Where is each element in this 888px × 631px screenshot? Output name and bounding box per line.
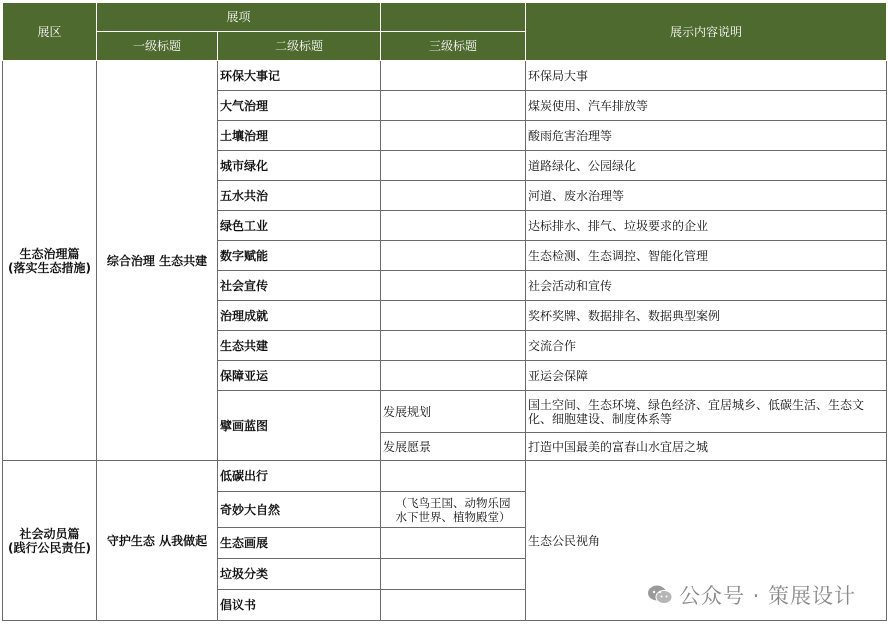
header-description: 展示内容说明 (526, 3, 887, 61)
level2-cell: 数字赋能 (218, 241, 381, 271)
zone-cell (3, 61, 97, 461)
description-cell: 河道、废水治理等 (526, 181, 887, 211)
watermark-text: 公众号 · 策展设计 (678, 584, 856, 608)
level2-cell: 五水共治 (218, 181, 381, 211)
level3-cell (381, 181, 526, 211)
level3-cell (381, 61, 526, 91)
header-item-group: 展项 (97, 3, 381, 32)
level2-cell: 保障亚运 (218, 361, 381, 391)
header-level1: 一级标题 (97, 32, 218, 61)
level3-cell: 发展愿景 (381, 433, 526, 461)
level3-cell (381, 301, 526, 331)
level2-cell: 垃圾分类 (218, 559, 381, 590)
level2-cell: 大气治理 (218, 91, 381, 121)
level3-cell (381, 361, 526, 391)
level2-cell: 治理成就 (218, 301, 381, 331)
level2-cell: 擘画蓝图 (218, 391, 381, 461)
description-cell: 煤炭使用、汽车排放等 (526, 91, 887, 121)
level2-cell: 城市绿化 (218, 151, 381, 181)
level1-cell: 守护生态 从我做起 (97, 461, 218, 621)
zone-subtitle: (践行公民责任) (8, 540, 91, 555)
wechat-icon (647, 584, 673, 606)
level3-cell (381, 91, 526, 121)
description-cell: 生态公民视角 (526, 461, 887, 621)
description-cell: 环保局大事 (526, 61, 887, 91)
header-level2: 二级标题 (218, 32, 381, 61)
level2-cell: 社会宣传 (218, 271, 381, 301)
zone-subtitle: (落实生态措施) (8, 260, 91, 275)
header-blank (381, 3, 526, 32)
description-cell: 打造中国最美的富春山水宜居之城 (526, 433, 887, 461)
level3-cell (381, 590, 526, 621)
level3-cell (381, 528, 526, 559)
description-cell: 达标排水、排气、垃圾要求的企业 (526, 211, 887, 241)
level2-cell: 奇妙大自然 (218, 492, 381, 528)
description-cell: 酸雨危害治理等 (526, 121, 887, 151)
level3-cell (381, 151, 526, 181)
level2-cell: 低碳出行 (218, 461, 381, 492)
level3-cell (381, 211, 526, 241)
level2-cell: 生态画展 (218, 528, 381, 559)
level1-cell: 综合治理 生态共建 (97, 61, 218, 461)
level2-cell: 生态共建 (218, 331, 381, 361)
exhibition-table (2, 2, 887, 621)
level3-cell (381, 271, 526, 301)
level3-cell (381, 461, 526, 492)
description-cell: 道路绿化、公园绿化 (526, 151, 887, 181)
description-cell: 国土空间、生态环境、绿色经济、宜居城乡、低碳生活、生态文化、细胞建设、制度体系等 (526, 391, 887, 433)
description-cell: 亚运会保障 (526, 361, 887, 391)
level3-cell (381, 241, 526, 271)
level3-cell (381, 331, 526, 361)
level3-cell: （飞鸟王国、动物乐园 水下世界、植物殿堂） (381, 492, 526, 528)
header-zone: 展区 (3, 3, 97, 61)
level2-cell: 土壤治理 (218, 121, 381, 151)
description-cell: 奖杯奖牌、数据排名、数据典型案例 (526, 301, 887, 331)
watermark (647, 580, 856, 610)
level3-cell: 发展规划 (381, 391, 526, 433)
level2-cell: 倡议书 (218, 590, 381, 621)
header-level3: 三级标题 (381, 32, 526, 61)
level2-cell: 绿色工业 (218, 211, 381, 241)
zone-cell (3, 461, 97, 621)
zone-title: 生态治理篇 (19, 246, 80, 261)
zone-title: 社会动员篇 (19, 526, 80, 541)
level3-cell (381, 559, 526, 590)
level3-cell (381, 121, 526, 151)
description-cell: 生态检测、生态调控、智能化管理 (526, 241, 887, 271)
description-cell: 交流合作 (526, 331, 887, 361)
description-cell: 社会活动和宣传 (526, 271, 887, 301)
level2-cell: 环保大事记 (218, 61, 381, 91)
